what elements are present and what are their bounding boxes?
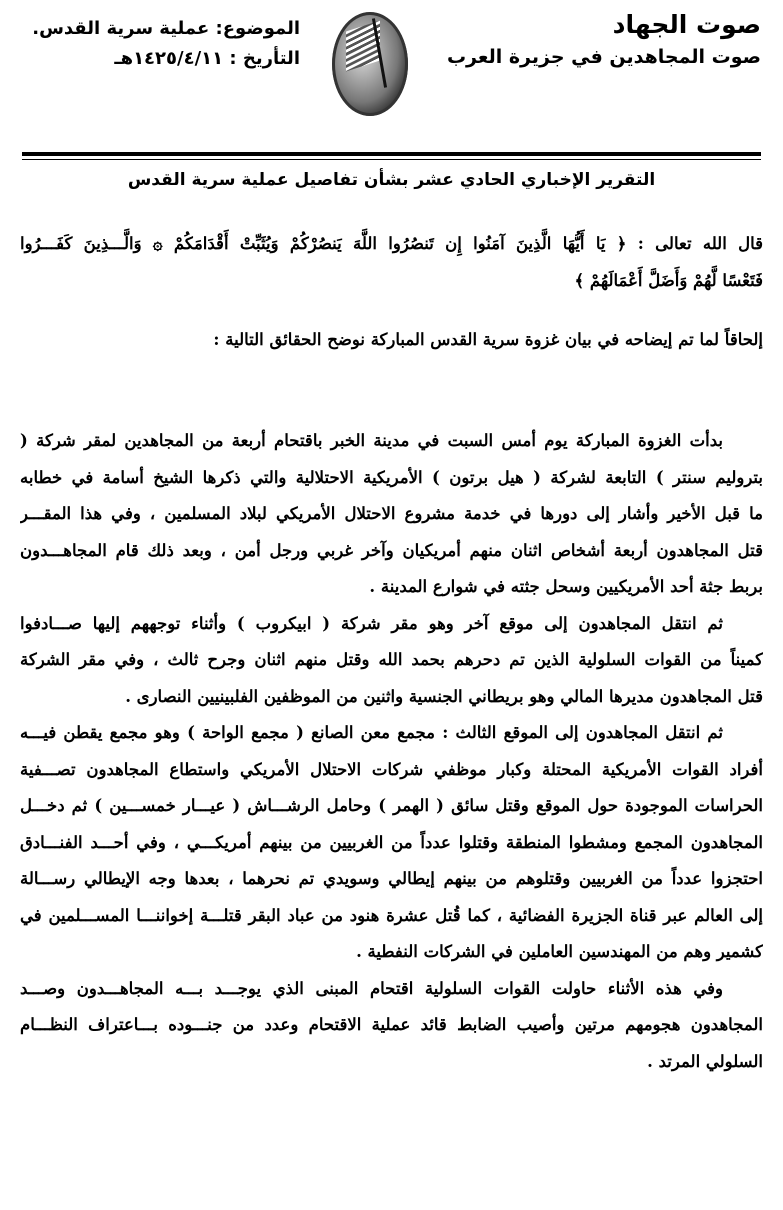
- divider-thick: [22, 152, 761, 156]
- paragraph-line: الحراسات الموجودة حول الموقع وقتل سائق ( الهمر ) وحامل الرشـــاش ( عيـــار خمســـين ) ثم دخـــل: [20, 796, 763, 815]
- paragraph-line: ثم انتقل المجاهدون إلى موقع آخر وهو مقر شركة ( ابيكروب ) وأثناء توجههم إليها صـــادفوا: [20, 613, 723, 633]
- paragraph-line: بربط جثة أحد الأمريكيين وسحل جثته في شوارع المدينة .: [369, 577, 763, 596]
- quran-verse: [20, 226, 763, 299]
- paragraph-line: ما قبل الأخير وأشار إلى دورها في خدمة مشروع الاحتلال الأمريكي لبلاد المسلمين ، وفي هذا المقـــر: [20, 504, 763, 523]
- paragraph: [20, 971, 763, 1081]
- paragraph-line: كشمير وهم من المهندسين العاملين في الشركات النفطية .: [356, 942, 763, 961]
- logo: [332, 12, 408, 116]
- paragraph-line: المجاهدون المجمع ومشطوا المنطقة وقتلوا عدداً من الغربيين من بينهم أمريكـــي ، وفي أحـــد الفنـــادق: [20, 832, 763, 852]
- verse-line: فَتَعْسًا لَّهُمْ وَأَضَلَّ أَعْمَالَهُمْ ﴾: [574, 270, 763, 290]
- paragraph-line: بدأت الغزوة المباركة يوم أمس السبت في مدينة الخبر باقتحام أربعة من المجاهدين لمقر شركة (: [20, 431, 723, 450]
- intro: [20, 322, 763, 359]
- paragraph-line: وفي هذه الأثناء حاولت القوات السلولية اقتحام المبنى الذي يوجـــد بـــه المجاهـــدون وصـــد: [20, 978, 723, 998]
- divider-thin: [22, 159, 761, 160]
- publication-subtitle: صوت المجاهدين في جزيرة العرب: [446, 46, 761, 68]
- paragraph: [20, 423, 763, 606]
- paragraph-line: السلولي المرتد .: [647, 1051, 763, 1071]
- paragraph-line: أفراد القوات الأمريكية المحتلة وكبار موظفي شركات الاحتلال الأمريكي واستطاع المجاهدون تصـــفية: [20, 759, 763, 779]
- date: التأريخ : ١٤٢٥/٤/١١هـ: [114, 48, 300, 69]
- paragraph-line: إلى العالم عبر قناة الجزيرة الفضائية ، كما قُتل عشرة هنود من عباد البقر قتلـــة إخواننـــا المســـلمين في: [20, 905, 763, 925]
- paragraph-line: قتل المجاهدون أربعة أشخاص اثنان منهم أمريكيان وآخر غربي ورجل أمن ، وبعد ذلك قام المجاهـــدون: [20, 540, 763, 560]
- paragraph-line: بتروليم سنتر ) التابعة لشركة ( هيل برتون ) الأمريكية الاحتلالية والتي ذكرها الشيخ أسامة في خطابه: [20, 467, 763, 487]
- paragraph-line: كميناً من القوات السلولية الذين تم دحرهم بحمد الله وقتل منهم اثنان وجرح ثالث ، وفي مقر الشركة: [20, 650, 763, 669]
- intro-line: إلحاقاً لما تم إيضاحه في بيان غزوة سرية القدس المباركة نوضح الحقائق التالية :: [213, 330, 763, 349]
- header-publication: [447, 8, 761, 72]
- verse-line: قال الله تعالى : ﴿ يَا أَيُّهَا الَّذِينَ آمَنُوا إِن تَنصُرُوا اللَّهَ يَنصُرْكُمْ وَيُثَبِّتْ أَقْدَامَكُمْ ۞ وَالَّـــذِينَ كَفَـــرُوا: [20, 234, 763, 253]
- subject: الموضوع: عملية سرية القدس.: [32, 18, 300, 39]
- paragraph-line: قتل المجاهدون مديرها المالي وهو بريطاني الجنسية واثنين من الموظفين الفلبينيين النصارى .: [125, 686, 763, 706]
- body-text: [20, 423, 763, 1080]
- paragraph-line: احتجزوا عدداً من الغربيين وقتلوهم من بينهم إيطالي وسويدي تم نحرهما ، بعدها وجه الإيطالي رســـالة: [20, 869, 763, 888]
- paragraph: [20, 606, 763, 716]
- header-meta: [30, 14, 300, 74]
- paragraph: [20, 715, 763, 971]
- paragraph-line: المجاهدون هجومهم مرتين وأصيب الضابط قائد عملية الاقتحام وعدد من جنـــوده بـــاعتراف النظـــام: [20, 1015, 763, 1034]
- paragraph-line: ثم انتقل المجاهدون إلى الموقع الثالث : مجمع معن الصانع ( مجمع الواحة ) وهو مجمع يقطن فيـــه: [20, 723, 723, 742]
- document-title: التقرير الإخباري الحادي عشر بشأن تفاصيل عملية سرية القدس: [127, 170, 656, 190]
- publication-name: صوت الجهاد: [612, 10, 761, 39]
